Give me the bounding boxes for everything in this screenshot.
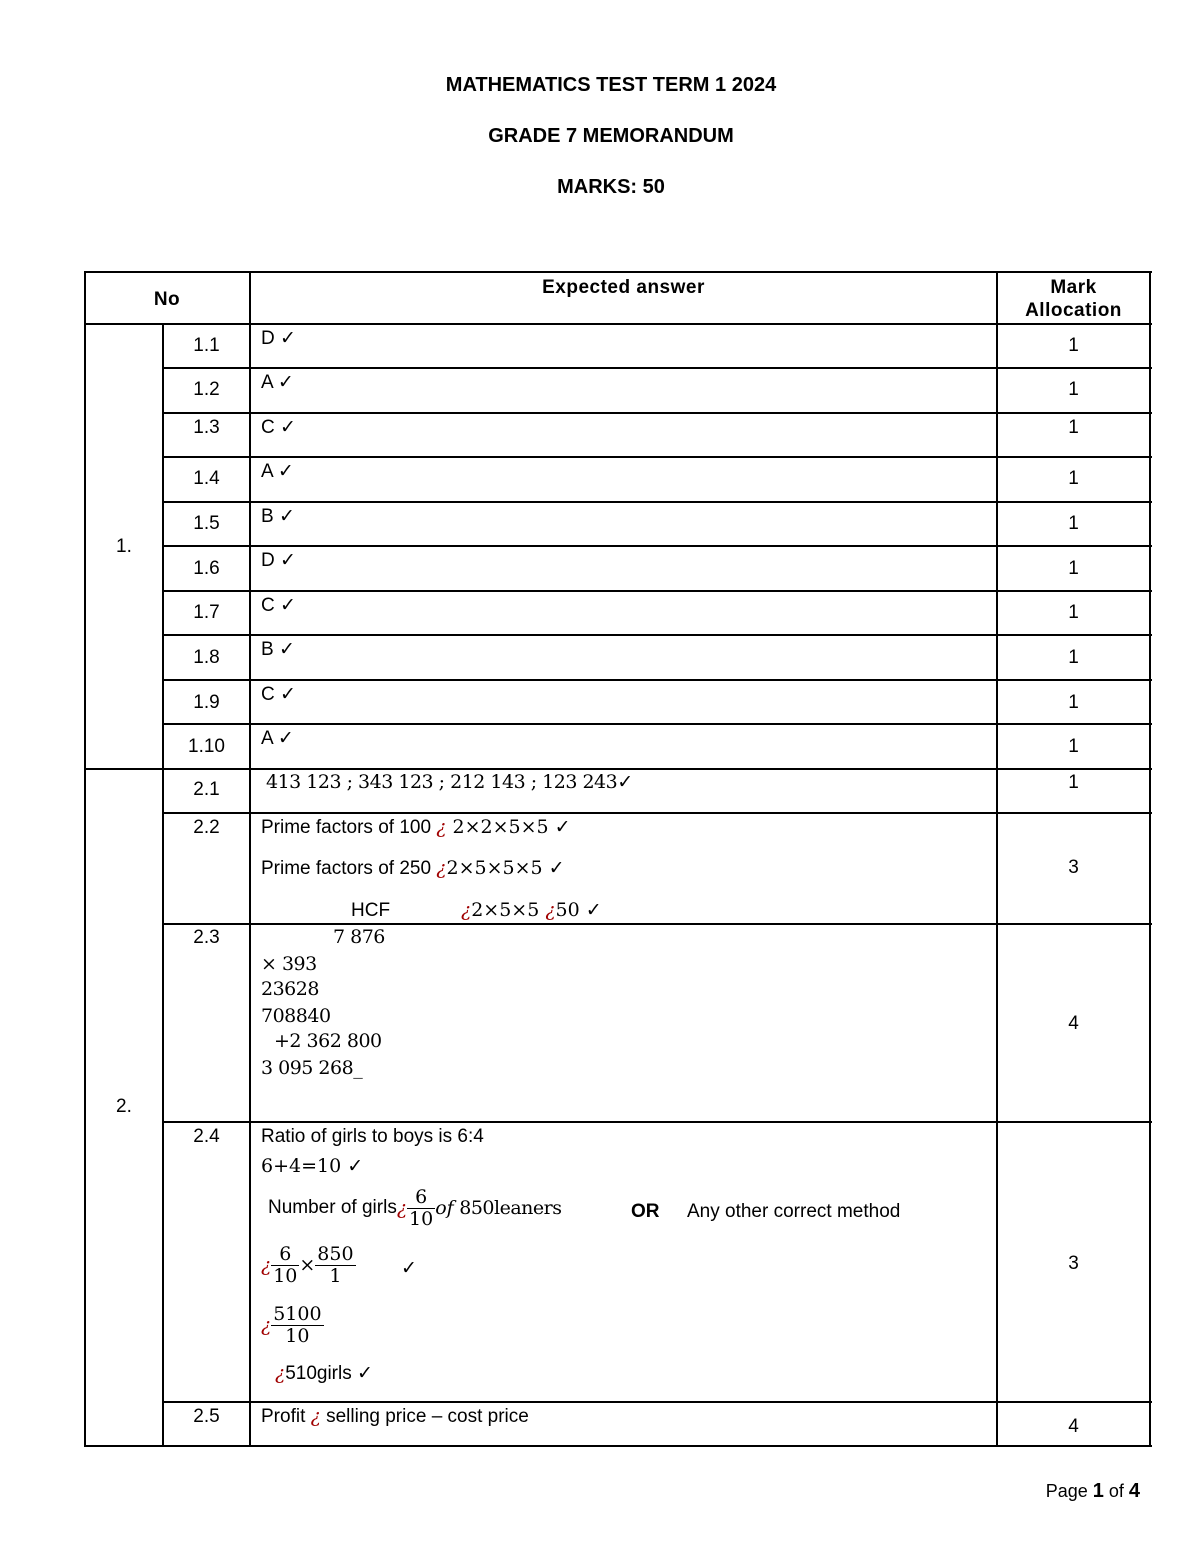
mark-value: 3 [1068, 857, 1079, 878]
calc-line: 7 876 [333, 926, 385, 948]
answer-text: D ✓ [261, 550, 296, 571]
answer-line: Prime factors of 250 ¿2×5×5×5 ✓ [261, 857, 565, 879]
section-2-label: 2. [116, 1096, 132, 1117]
mark-value: 1 [1068, 692, 1079, 713]
question-number: 1.7 [193, 602, 220, 623]
mark-value: 1 [1068, 647, 1079, 668]
page-title: MATHEMATICS TEST TERM 1 2024 [445, 74, 777, 96]
mark-value: 3 [1068, 1253, 1079, 1274]
mark-value: 1 [1068, 736, 1079, 757]
answer-text: A ✓ [261, 372, 294, 393]
mark-value: 1 [1068, 335, 1079, 356]
question-number: 1.4 [193, 468, 220, 489]
error-glyph: ¿ [310, 1405, 321, 1427]
answer-text: C ✓ [261, 595, 296, 616]
check-mark: ✓ [401, 1258, 417, 1279]
error-glyph: ¿ [261, 1253, 272, 1276]
question-number: 1.3 [193, 417, 220, 438]
fraction: $\frac{850}{1}$ [317, 1243, 354, 1287]
fraction: $\frac{6}{10}$ [409, 1186, 434, 1230]
answer-line-hcf-value: ¿2×5×5 ¿50 ✓ [461, 899, 602, 921]
question-number: 2.1 [193, 779, 220, 800]
mark-value: 4 [1068, 1013, 1079, 1034]
page-subtitle: GRADE 7 MEMORANDUM [488, 125, 734, 147]
answer-line: Prime factors of 100 ¿ 2×2×5×5 ✓ [261, 816, 571, 838]
calc-line: +2 362 800 [274, 1030, 382, 1052]
answer-line: Ratio of girls to boys is 6:4 [261, 1126, 484, 1147]
error-glyph: ¿ [436, 857, 447, 879]
question-number: 1.1 [193, 335, 220, 356]
fraction: $\frac{6}{10}$ [273, 1243, 298, 1287]
answer-text: C ✓ [261, 684, 296, 705]
question-number: 1.5 [193, 513, 220, 534]
mark-value: 1 [1068, 558, 1079, 579]
mark-value: 1 [1068, 468, 1079, 489]
calc-line: × 393 [261, 953, 317, 975]
mark-value: 1 [1068, 417, 1079, 438]
answer-text: B ✓ [261, 639, 295, 660]
col-header-no: No [153, 289, 181, 310]
mark-value: 1 [1068, 602, 1079, 623]
mark-value: 1 [1068, 379, 1079, 400]
answer-text: D ✓ [261, 328, 296, 349]
answer-line: Profit ¿ selling price – cost price [261, 1405, 529, 1427]
calc-line: 23628 [261, 978, 319, 1000]
question-number: 1.6 [193, 558, 220, 579]
question-number: 2.2 [193, 817, 220, 838]
mark-value: 4 [1068, 1416, 1079, 1437]
mark-value: 1 [1068, 772, 1079, 793]
question-number: 2.4 [193, 1126, 220, 1147]
error-glyph: ¿ [261, 1313, 272, 1336]
answer-line-girls: Number of girls¿ $\frac{6}{10}$ of 850leaners [268, 1186, 562, 1230]
answer-text: A ✓ [261, 461, 294, 482]
answer-line: 6+4=10 ✓ [261, 1155, 364, 1177]
question-number: 1.8 [193, 647, 220, 668]
question-number: 1.10 [188, 736, 225, 757]
col-header-mark: Mark [1050, 277, 1097, 298]
error-glyph: ¿ [436, 816, 447, 838]
question-number: 1.9 [193, 692, 220, 713]
page-number: Page 1 of 4 [1045, 1480, 1140, 1502]
alternative-method-note: Any other correct method [687, 1201, 901, 1222]
question-number: 2.3 [193, 927, 220, 948]
answer-text: 413 123 ; 343 123 ; 212 143 ; 123 243✓ [266, 771, 633, 793]
answer-line-result: ¿510girls ✓ [275, 1362, 373, 1384]
error-glyph: ¿ [396, 1196, 408, 1219]
answer-text: C ✓ [261, 417, 296, 438]
question-number: 1.2 [193, 379, 220, 400]
section-1-label: 1. [116, 536, 132, 557]
question-number: 2.5 [193, 1406, 220, 1427]
col-header-answer: Expected answer [542, 277, 705, 298]
error-glyph: ¿ [545, 899, 556, 921]
answer-line-fraction-product: ¿ $\frac{6}{10}$ × $\frac{850}{1}$ [261, 1243, 354, 1287]
answer-line-fraction [261, 1304, 324, 1347]
col-header-allocation: Allocation [1025, 300, 1122, 321]
answer-text: A ✓ [261, 728, 294, 749]
mark-value: 1 [1068, 513, 1079, 534]
error-glyph: ¿ [275, 1362, 286, 1384]
answer-line-hcf-label: HCF [351, 900, 391, 921]
calc-line: 708840 [261, 1005, 331, 1027]
calc-line: 3 095 268_ [261, 1057, 363, 1079]
error-glyph: ¿ [461, 899, 472, 921]
or-label: OR [631, 1201, 660, 1222]
answer-text: B ✓ [261, 506, 295, 527]
fraction: $\frac{5100}{10}$ [273, 1303, 322, 1347]
total-marks: MARKS: 50 [557, 176, 665, 198]
